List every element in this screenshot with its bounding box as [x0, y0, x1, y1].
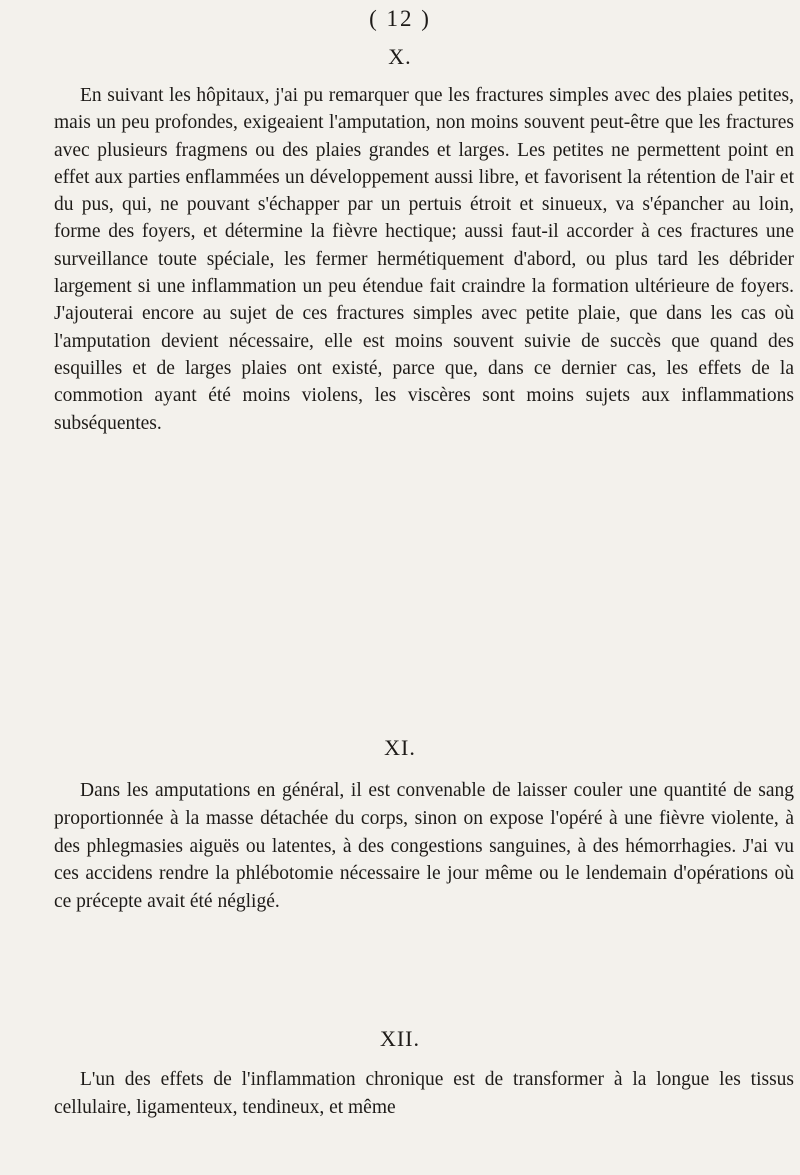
page-number: ( 12 )	[369, 6, 431, 31]
section-heading-x: X.	[388, 44, 412, 69]
section-paragraph-xi: Dans les amputations en général, il est convenable de laisser couler une quantité de sang proportionnée à la masse détachée du corps, sinon on expose l'opéré à une fièvre violente, à des phlegmasies aiguës ou latentes, à des congestions sanguines, à des hémorrhagies. J'ai vu ces accidens rendre la phlébotomie nécessaire le jour même ou le lendemain d'opérations où ce précepte avait été négligé.	[54, 780, 794, 913]
section-heading-xii: XII.	[379, 1026, 421, 1051]
section-heading-xi: XI.	[384, 735, 416, 760]
section-paragraph-xii: L'un des effets de l'inflammation chronique est de transformer à la longue les tissus cellulaire, ligamenteux, tendineux, et même	[54, 1069, 794, 1118]
section-paragraph-x: En suivant les hôpitaux, j'ai pu remarquer que les fractures simples avec des plaies petites, mais un peu profondes, exigeaient l'amputation, non moins souvent peut-être que les fractures avec plusieurs fragmens ou des plaies grandes et larges. Les petites ne permettent point en effet aux parties enflammées un développement aussi libre, et favorisent la rétention de l'air et du pus, qui, ne pouvant s'échapper par un pertuis étroit et sinueux, va s'épancher au loin, forme des foyers, et détermine la fièvre hectique; aussi faut-il accorder à ces fractures une surveillance toute spéciale, les fermer hermétiquement d'abord, ou plus tard les débrider largement si une inflammation un peu étendue fait craindre la formation ultérieure de foyers. J'ajouterai encore au sujet de ces fractures simples avec petite plaie, que dans les cas où l'amputation devient nécessaire, elle est moins souvent suivie de succès que quand des esquilles et de larges plaies ont existé, parce que, dans ce dernier cas, les effets de la commotion ayant été moins violens, les viscères sont moins sujets aux inflammations subséquentes.	[54, 85, 794, 434]
